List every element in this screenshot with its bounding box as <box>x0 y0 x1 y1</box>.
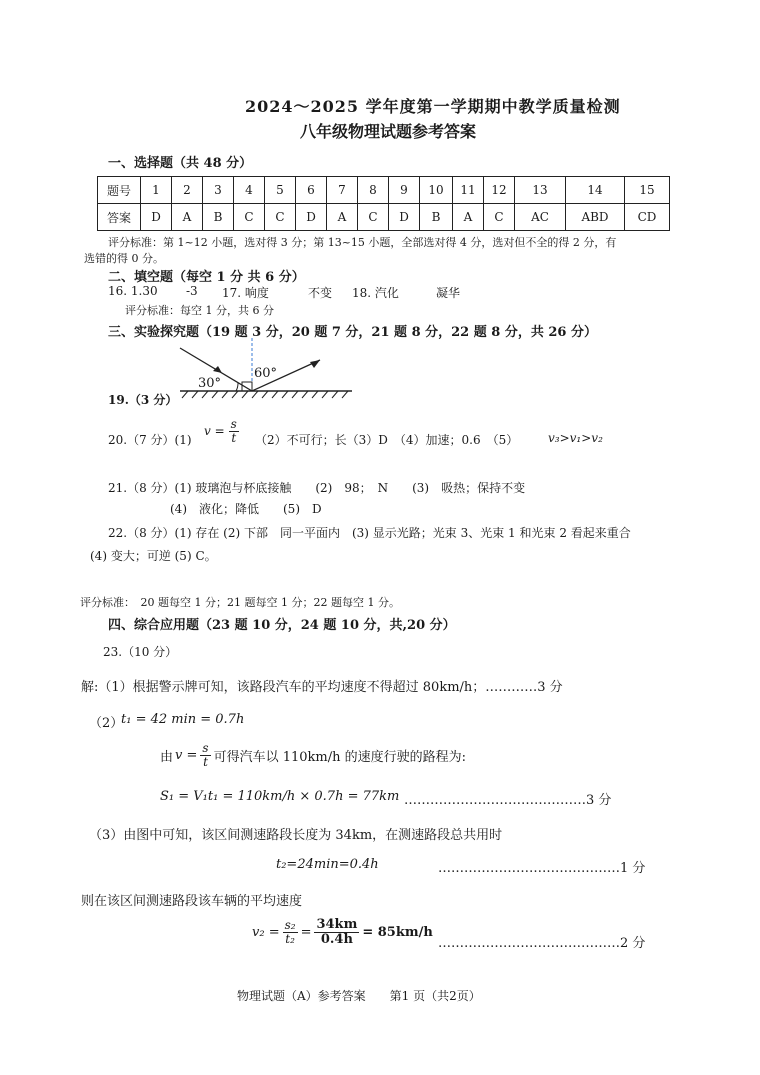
solution-step7: 则在该区间测速路段该车辆的平均速度 <box>81 894 303 909</box>
table-cell: 3 <box>203 177 234 204</box>
exam-title: 2024～2025 学年度第一学期期中教学质量检测 <box>245 97 621 116</box>
solution-step3 <box>160 742 466 768</box>
incident-arrow-icon <box>213 366 222 373</box>
solution-step2-label: （2） <box>89 716 124 731</box>
table-cell: 5 <box>265 177 296 204</box>
solution-step8-num2: 34km <box>316 917 358 932</box>
section4-heading: 四、综合应用题（23 题 10 分，24 题 10 分，共,20 分） <box>108 618 456 633</box>
row-label-answer: 答案 <box>98 204 141 231</box>
q20-relation: v₃>v₁>v₂ <box>548 431 603 445</box>
page-footer: 物理试题（A）参考答案 第1 页（共2页） <box>237 989 481 1003</box>
table-cell: 7 <box>327 177 358 204</box>
table-cell: D <box>296 204 327 231</box>
solution-step1: 解:（1）根据警示牌可知，该路段汽车的平均速度不得超过 80km/h；…………3 分 <box>81 680 563 695</box>
section1-criteria-line2: 选错的得 0 分。 <box>84 252 164 265</box>
solution-step3-v: v = <box>175 747 198 763</box>
table-cell: 13 <box>515 177 566 204</box>
table-cell: 10 <box>420 177 453 204</box>
table-cell: B <box>420 204 453 231</box>
answer-18b: 凝华 <box>436 286 461 300</box>
answer-18: 18. 汽化 <box>352 286 399 300</box>
q22-line2: (4) 变大；可逆 (5) C。 <box>90 549 217 563</box>
angle-label-30: 30° <box>198 376 222 391</box>
solution-step4-equation: S₁ = V₁t₁ = 110km/h × 0.7h = 77km <box>160 789 400 804</box>
section3-criteria: 评分标准： 20 题每空 1 分；21 题每空 1 分；22 题每空 1 分。 <box>80 596 400 609</box>
table-cell: C <box>484 204 515 231</box>
solution-step8-result: = 85km/h <box>362 924 433 940</box>
section2-criteria: 评分标准：每空 1 分，共 6 分 <box>125 304 274 317</box>
solution-step3-den: t <box>203 754 208 769</box>
table-cell: D <box>141 204 172 231</box>
solution-step3-fraction <box>200 742 210 768</box>
angle-label-60: 60° <box>254 366 278 381</box>
table-cell: A <box>327 204 358 231</box>
solution-step3-num: s <box>202 741 209 755</box>
answer-16b: -3 <box>186 284 198 298</box>
solution-step4-score: ……………………………………3 分 <box>404 793 612 808</box>
table-cell: 9 <box>389 177 420 204</box>
q20-prefix: 20.（7 分）(1) <box>108 433 192 447</box>
table-row <box>98 204 670 231</box>
table-cell: ABD <box>566 204 625 231</box>
table-cell: 4 <box>234 177 265 204</box>
table-cell: D <box>389 204 420 231</box>
solution-step8-den2: 0.4h <box>320 931 353 947</box>
solution-step8 <box>252 918 433 946</box>
section2-heading: 二、填空题（每空 1 分 共 6 分） <box>108 270 305 285</box>
angle-arc <box>236 383 238 391</box>
table-cell: C <box>265 204 296 231</box>
table-cell: A <box>172 204 203 231</box>
section1-heading: 一、选择题（共 48 分） <box>108 156 253 171</box>
q23-label: 23.（10 分） <box>103 645 178 659</box>
row-label-number: 题号 <box>98 177 141 204</box>
q20-rest: （2）不可行；长（3）D （4）加速；0.6 （5） <box>255 433 519 447</box>
answer-16: 16. 1.30 <box>108 284 158 298</box>
answer-17b: 不变 <box>308 286 333 300</box>
solution-step8-fraction1 <box>283 919 298 945</box>
solution-step3-pre: 由 <box>160 749 174 765</box>
exam-subtitle: 八年级物理试题参考答案 <box>300 122 477 141</box>
table-cell: 8 <box>358 177 389 204</box>
q20-fraction-den: t <box>231 430 237 445</box>
table-cell: 11 <box>453 177 484 204</box>
solution-step5: （3）由图中可知，该区间测速路段长度为 34km，在测速路段总共用时 <box>89 828 503 843</box>
table-cell: B <box>203 204 234 231</box>
table-cell: 15 <box>625 177 670 204</box>
section3-heading: 三、实验探究题（19 题 3 分，20 题 7 分，21 题 8 分，22 题 8 分，共 26 分） <box>108 325 597 340</box>
solution-step8-num1: s₂ <box>284 918 296 933</box>
solution-step3-post: 可得汽车以 110km/h 的速度行驶的路程为: <box>213 749 466 765</box>
solution-step6-score: ……………………………………1 分 <box>438 861 646 876</box>
table-cell: C <box>234 204 265 231</box>
solution-step8-v: v₂ = <box>252 924 280 940</box>
answer-table <box>97 176 670 231</box>
q20-formula <box>204 418 239 444</box>
table-cell: 2 <box>172 177 203 204</box>
q19-label: 19.（3 分） <box>108 393 178 407</box>
table-cell: 12 <box>484 177 515 204</box>
q21-line2: (4) 液化；降低 (5) D <box>170 502 322 516</box>
table-cell: 6 <box>296 177 327 204</box>
solution-step8-equals: = <box>300 924 312 940</box>
table-cell: 14 <box>566 177 625 204</box>
section1-criteria-line1: 评分标准：第 1~12 小题，选对得 3 分；第 13~15 小题，全部选对得 4 分，选对但不全的得 2 分，有 <box>108 236 617 249</box>
q21-line1: 21.（8 分）(1) 玻璃泡与杯底接触 (2) 98； N (3) 吸热；保持不变 <box>108 481 526 495</box>
solution-step6-equation: t₂=24min=0.4h <box>276 857 379 872</box>
table-cell: 1 <box>141 177 172 204</box>
solution-step8-fraction2 <box>314 918 359 946</box>
answer-17: 17. 响度 <box>222 286 269 300</box>
q20-formula-v: v = <box>204 424 225 439</box>
mirror-hatching <box>182 391 348 398</box>
q20-fraction-num: s <box>230 417 237 431</box>
table-cell: AC <box>515 204 566 231</box>
table-cell: CD <box>625 204 670 231</box>
q20-fraction <box>229 418 239 444</box>
reflected-arrow-icon <box>310 360 320 368</box>
q22-line1: 22.（8 分）(1) 存在 (2) 下部 同一平面内 (3) 显示光路；光束 3、光束 1 和光束 2 看起来重合 <box>108 526 631 540</box>
table-cell: A <box>453 204 484 231</box>
solution-step2-equation: t₁ = 42 min = 0.7h <box>121 712 245 727</box>
solution-step8-den1: t₂ <box>285 931 295 946</box>
table-row <box>98 177 670 204</box>
solution-step8-score: ……………………………………2 分 <box>438 936 646 951</box>
table-cell: C <box>358 204 389 231</box>
